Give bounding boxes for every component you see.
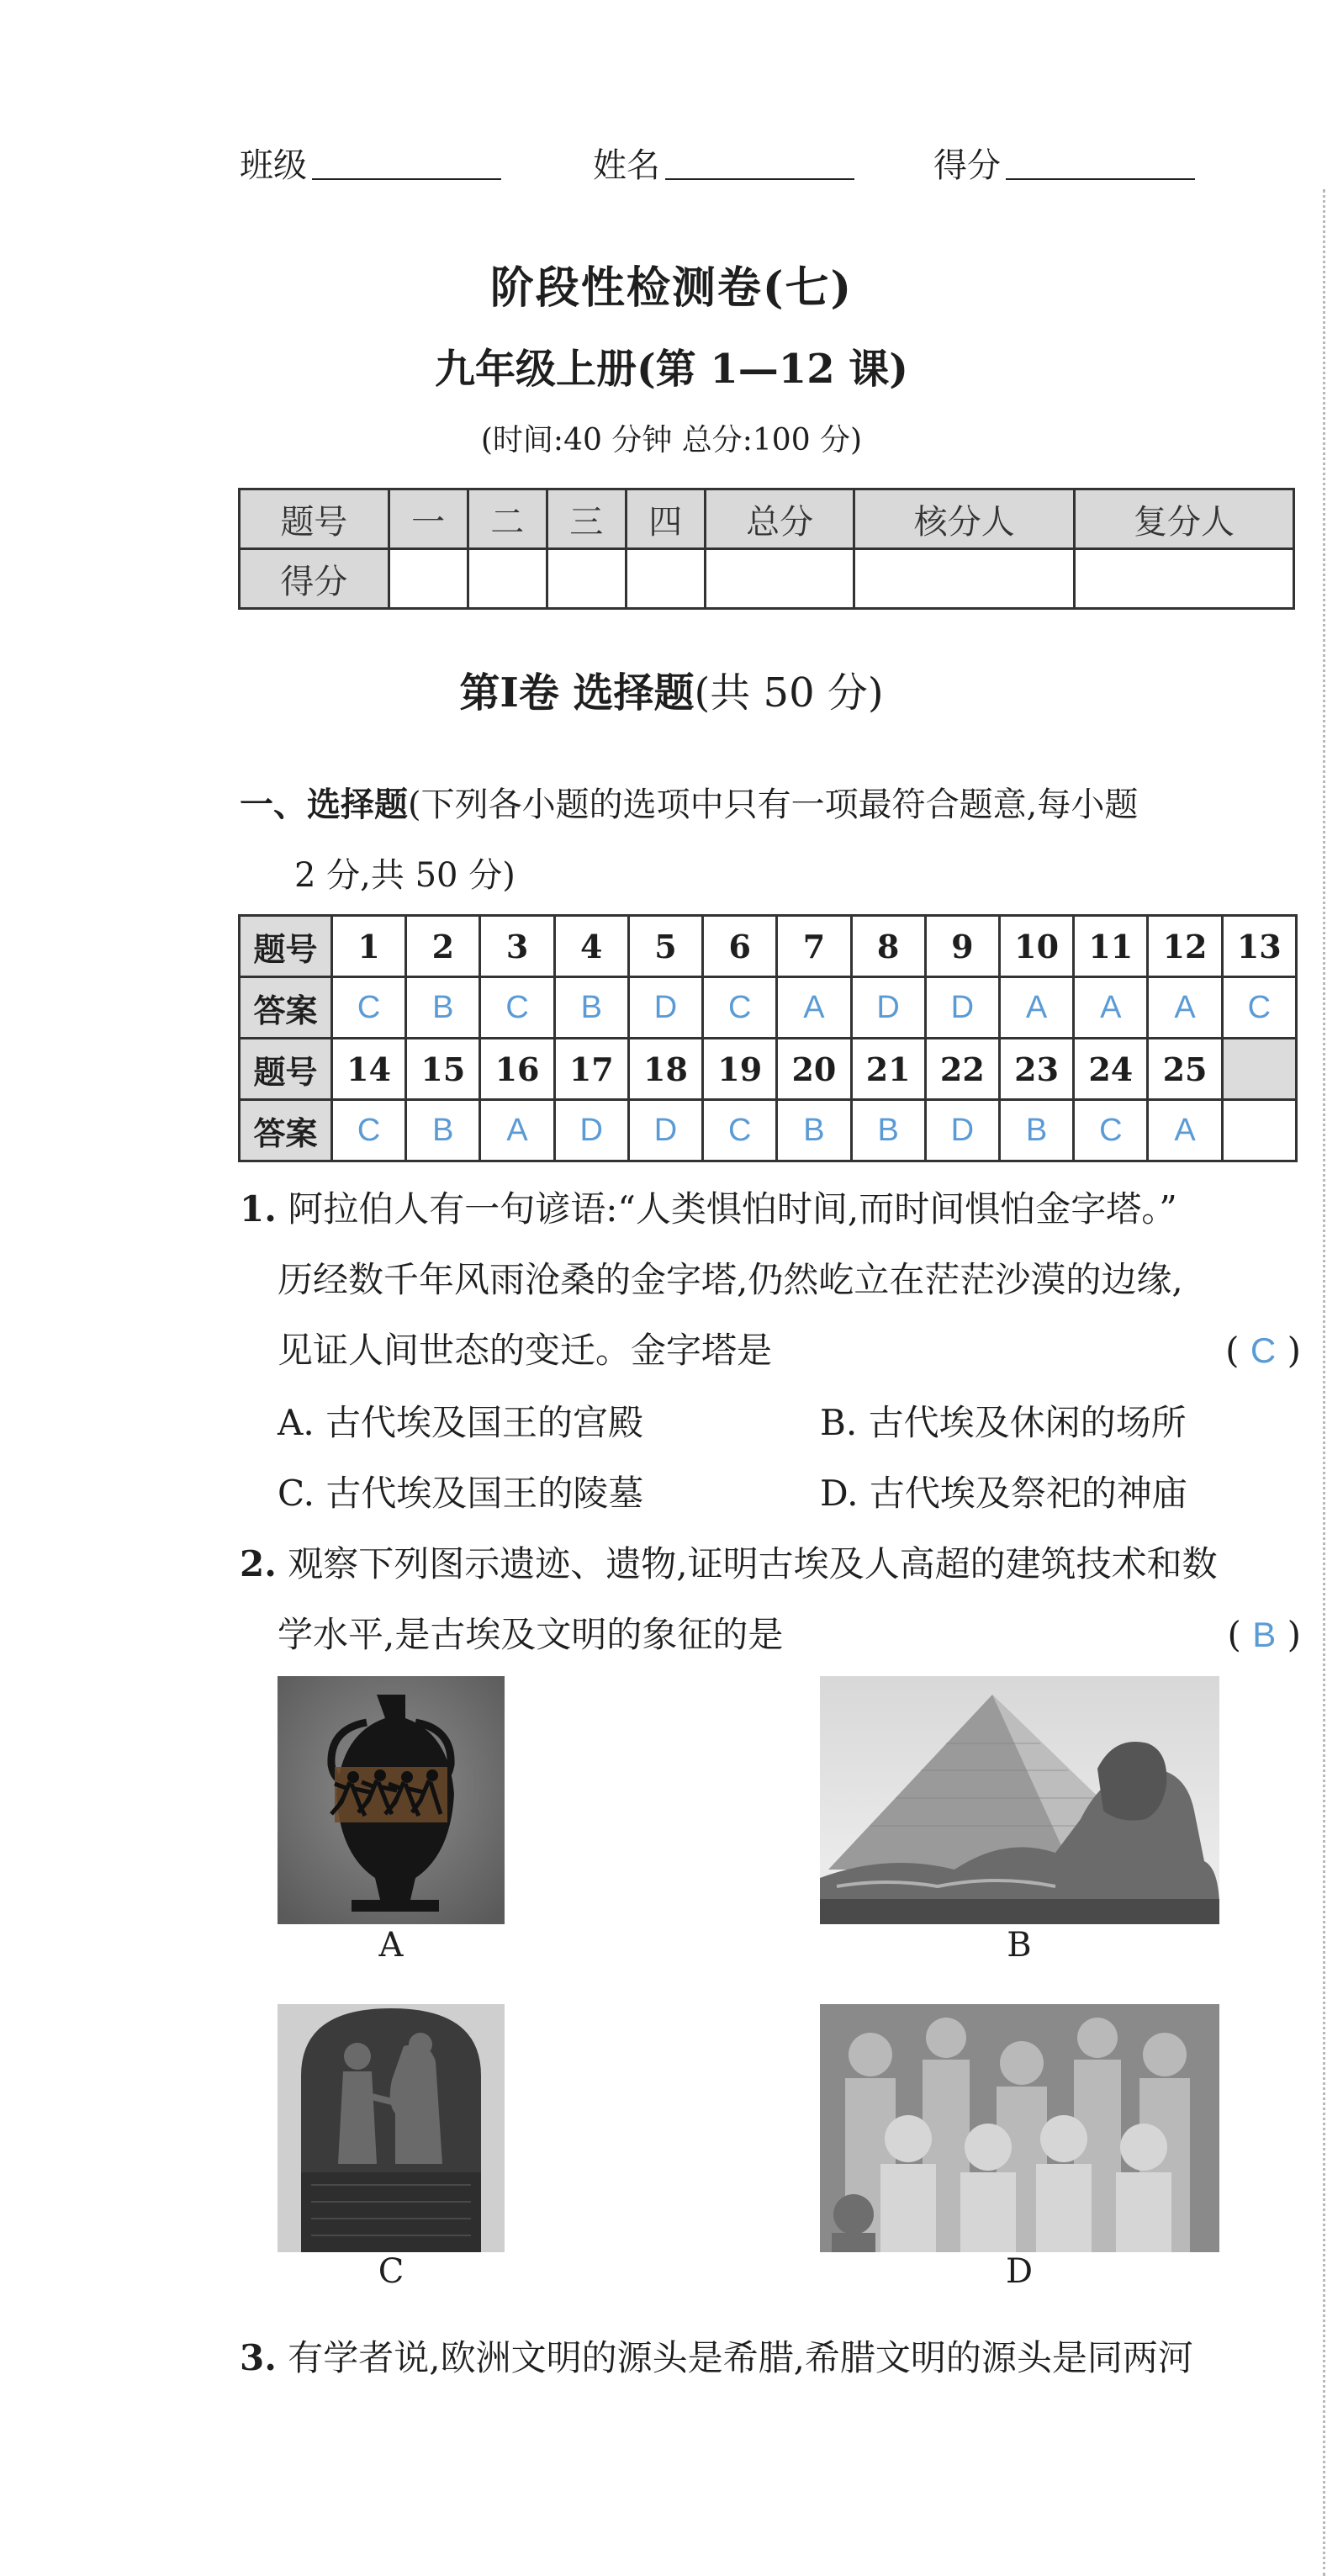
question-num: 19 <box>703 1039 777 1100</box>
answer-cell[interactable]: A <box>1148 977 1222 1039</box>
question-num: 20 <box>777 1039 851 1100</box>
score-table-cell: 三 <box>547 489 626 549</box>
score-row-label: 得分 <box>240 549 389 609</box>
class-label: 班级 <box>240 146 307 185</box>
score-label: 得分 <box>933 146 1001 185</box>
cut-line <box>1323 189 1325 2576</box>
answer-cell[interactable]: B <box>999 1100 1073 1161</box>
score-input-cell[interactable] <box>389 549 468 609</box>
question-num: 17 <box>554 1039 628 1100</box>
empty-cell <box>1222 1100 1296 1161</box>
question-num: 16 <box>480 1039 554 1100</box>
question-num: 10 <box>999 916 1073 977</box>
question-text-line: 历经数千年风雨沧桑的金字塔,仍然屹立在茫茫沙漠的边缘, <box>278 1259 1183 1300</box>
question-num: 11 <box>1074 916 1148 977</box>
class-blank[interactable] <box>312 178 501 180</box>
amphora-image[interactable] <box>278 1676 505 1924</box>
section-title-bold: 第Ⅰ卷 选择题 <box>459 669 695 717</box>
name-field[interactable] <box>593 139 854 187</box>
answer-cell[interactable]: D <box>925 1100 999 1161</box>
score-table-cell: 总分 <box>705 489 854 549</box>
answer-cell[interactable]: B <box>406 977 480 1039</box>
option-a[interactable]: A. 古代埃及国王的宫殿 <box>278 1402 644 1443</box>
question-num: 5 <box>628 916 702 977</box>
answer-cell[interactable]: C <box>332 977 406 1039</box>
answer-cell[interactable]: C <box>332 1100 406 1161</box>
option-d[interactable]: D. 古代埃及祭祀的神庙 <box>820 1473 1187 1514</box>
name-blank[interactable] <box>665 178 854 180</box>
exam-title: 阶段性检测卷(七) <box>489 262 854 314</box>
question-num: 4 <box>554 916 628 977</box>
answer-cell[interactable]: A <box>1074 977 1148 1039</box>
section-title-rest: (共 50 分) <box>694 669 884 717</box>
image-caption: A <box>378 1926 404 1965</box>
answer-cell[interactable]: C <box>1222 977 1296 1039</box>
score-input-cell[interactable] <box>705 549 854 609</box>
option-c[interactable]: C. 古代埃及国王的陵墓 <box>278 1473 644 1514</box>
question-num: 1 <box>332 916 406 977</box>
name-label: 姓名 <box>593 146 660 185</box>
answer-cell[interactable]: C <box>480 977 554 1039</box>
answer-cell[interactable]: D <box>554 1100 628 1161</box>
answer-table <box>238 914 1298 1162</box>
instructions-head: 一、选择题 <box>240 785 408 824</box>
image-caption: D <box>1005 2252 1034 2291</box>
question-text-line: 学水平,是古埃及文明的象征的是 <box>278 1614 784 1655</box>
instructions-line2: 2 分,共 50 分) <box>294 856 516 895</box>
answer-cell[interactable]: C <box>703 1100 777 1161</box>
score-input-cell[interactable] <box>547 549 626 609</box>
answer-cell[interactable]: D <box>628 977 702 1039</box>
question-num: 2 <box>406 916 480 977</box>
answer-cell[interactable]: B <box>406 1100 480 1161</box>
answer-bracket[interactable]: ( C ) <box>1225 1330 1301 1371</box>
section-title <box>0 660 1343 718</box>
question-3 <box>240 2323 1301 2394</box>
question-num: 7 <box>777 916 851 977</box>
student-info-fields <box>240 139 1215 189</box>
question-number: 3. <box>240 2337 277 2378</box>
num-row-label: 题号 <box>240 1039 332 1100</box>
answer-cell[interactable]: C <box>703 977 777 1039</box>
score-input-cell[interactable] <box>626 549 705 609</box>
bracket-answer: B <box>1252 1615 1277 1654</box>
question-number: 1. <box>240 1188 277 1230</box>
hammurabi-stele-image[interactable] <box>278 2004 505 2252</box>
score-input-cell[interactable] <box>1074 549 1293 609</box>
question-num: 3 <box>480 916 554 977</box>
answer-table-answer-row <box>240 977 1297 1039</box>
instructions-line1: (下列各小题的选项中只有一项最符合题意,每小题 <box>408 785 1139 824</box>
exam-subtitle: 九年级上册(第 1—12 课) <box>434 346 909 393</box>
question-num: 9 <box>925 916 999 977</box>
question-last-line <box>240 1315 1301 1386</box>
answer-table-answer-row <box>240 1100 1297 1161</box>
empty-cell <box>1222 1039 1296 1100</box>
question-num: 23 <box>999 1039 1073 1100</box>
question-text-line: 见证人间世态的变迁。金字塔是 <box>278 1330 773 1371</box>
option-b[interactable]: B. 古代埃及休闲的场所 <box>820 1402 1187 1443</box>
score-field[interactable] <box>933 139 1195 187</box>
num-row-label: 题号 <box>240 916 332 977</box>
question-num: 22 <box>925 1039 999 1100</box>
question-num: 12 <box>1148 916 1222 977</box>
question-text-line: 阿拉伯人有一句谚语:“人类惧怕时间,而时间惧怕金字塔。” <box>288 1188 1177 1230</box>
question-num: 15 <box>406 1039 480 1100</box>
answer-cell[interactable]: D <box>925 977 999 1039</box>
answer-row-label: 答案 <box>240 1100 332 1161</box>
score-input-cell[interactable] <box>854 549 1074 609</box>
image-caption: C <box>378 2252 404 2291</box>
terracotta-warriors-image[interactable] <box>820 2004 1219 2252</box>
answer-cell[interactable]: D <box>851 977 925 1039</box>
question-1 <box>240 1174 1301 1386</box>
question-num: 8 <box>851 916 925 977</box>
answer-cell[interactable]: B <box>777 1100 851 1161</box>
answer-cell[interactable]: A <box>480 1100 554 1161</box>
image-caption: B <box>1007 1926 1032 1965</box>
question-number: 2. <box>240 1543 277 1584</box>
score-table-cell: 核分人 <box>854 489 1074 549</box>
answer-cell[interactable]: C <box>1074 1100 1148 1161</box>
question-num: 24 <box>1074 1039 1148 1100</box>
score-table-score-row <box>240 549 1294 609</box>
answer-table-num-row <box>240 916 1297 977</box>
question-2 <box>240 1529 1301 1670</box>
pyramid-sphinx-image[interactable] <box>820 1676 1219 1924</box>
question-num: 25 <box>1148 1039 1222 1100</box>
score-table-cell: 四 <box>626 489 705 549</box>
answer-cell[interactable]: B <box>851 1100 925 1161</box>
question-num: 18 <box>628 1039 702 1100</box>
score-table-cell: 题号 <box>240 489 389 549</box>
answer-cell[interactable]: B <box>554 977 628 1039</box>
score-input-cell[interactable] <box>468 549 547 609</box>
answer-cell[interactable]: A <box>1148 1100 1222 1161</box>
answer-cell[interactable]: D <box>628 1100 702 1161</box>
answer-row-label: 答案 <box>240 977 332 1039</box>
question-text-line: 有学者说,欧洲文明的源头是希腊,希腊文明的源头是同两河 <box>288 2337 1193 2378</box>
question-num: 13 <box>1222 916 1296 977</box>
answer-bracket[interactable]: ( B ) <box>1227 1614 1301 1655</box>
answer-cell[interactable]: A <box>999 977 1073 1039</box>
score-table-header-row <box>240 489 1294 549</box>
class-field[interactable] <box>240 139 501 187</box>
question-text-line: 观察下列图示遗迹、遗物,证明古埃及人高超的建筑技术和数 <box>288 1543 1218 1584</box>
question-last-line <box>240 1600 1301 1670</box>
question-num: 6 <box>703 916 777 977</box>
instructions <box>240 770 1299 911</box>
score-blank[interactable] <box>1006 178 1195 180</box>
score-table <box>238 488 1295 610</box>
answer-table-num-row <box>240 1039 1297 1100</box>
score-table-cell: 二 <box>468 489 547 549</box>
score-table-cell: 一 <box>389 489 468 549</box>
score-table-cell: 复分人 <box>1074 489 1293 549</box>
exam-meta: (时间:40 分钟 总分:100 分) <box>480 423 863 458</box>
question-num: 14 <box>332 1039 406 1100</box>
answer-cell[interactable]: A <box>777 977 851 1039</box>
bracket-answer: C <box>1250 1330 1277 1370</box>
question-num: 21 <box>851 1039 925 1100</box>
